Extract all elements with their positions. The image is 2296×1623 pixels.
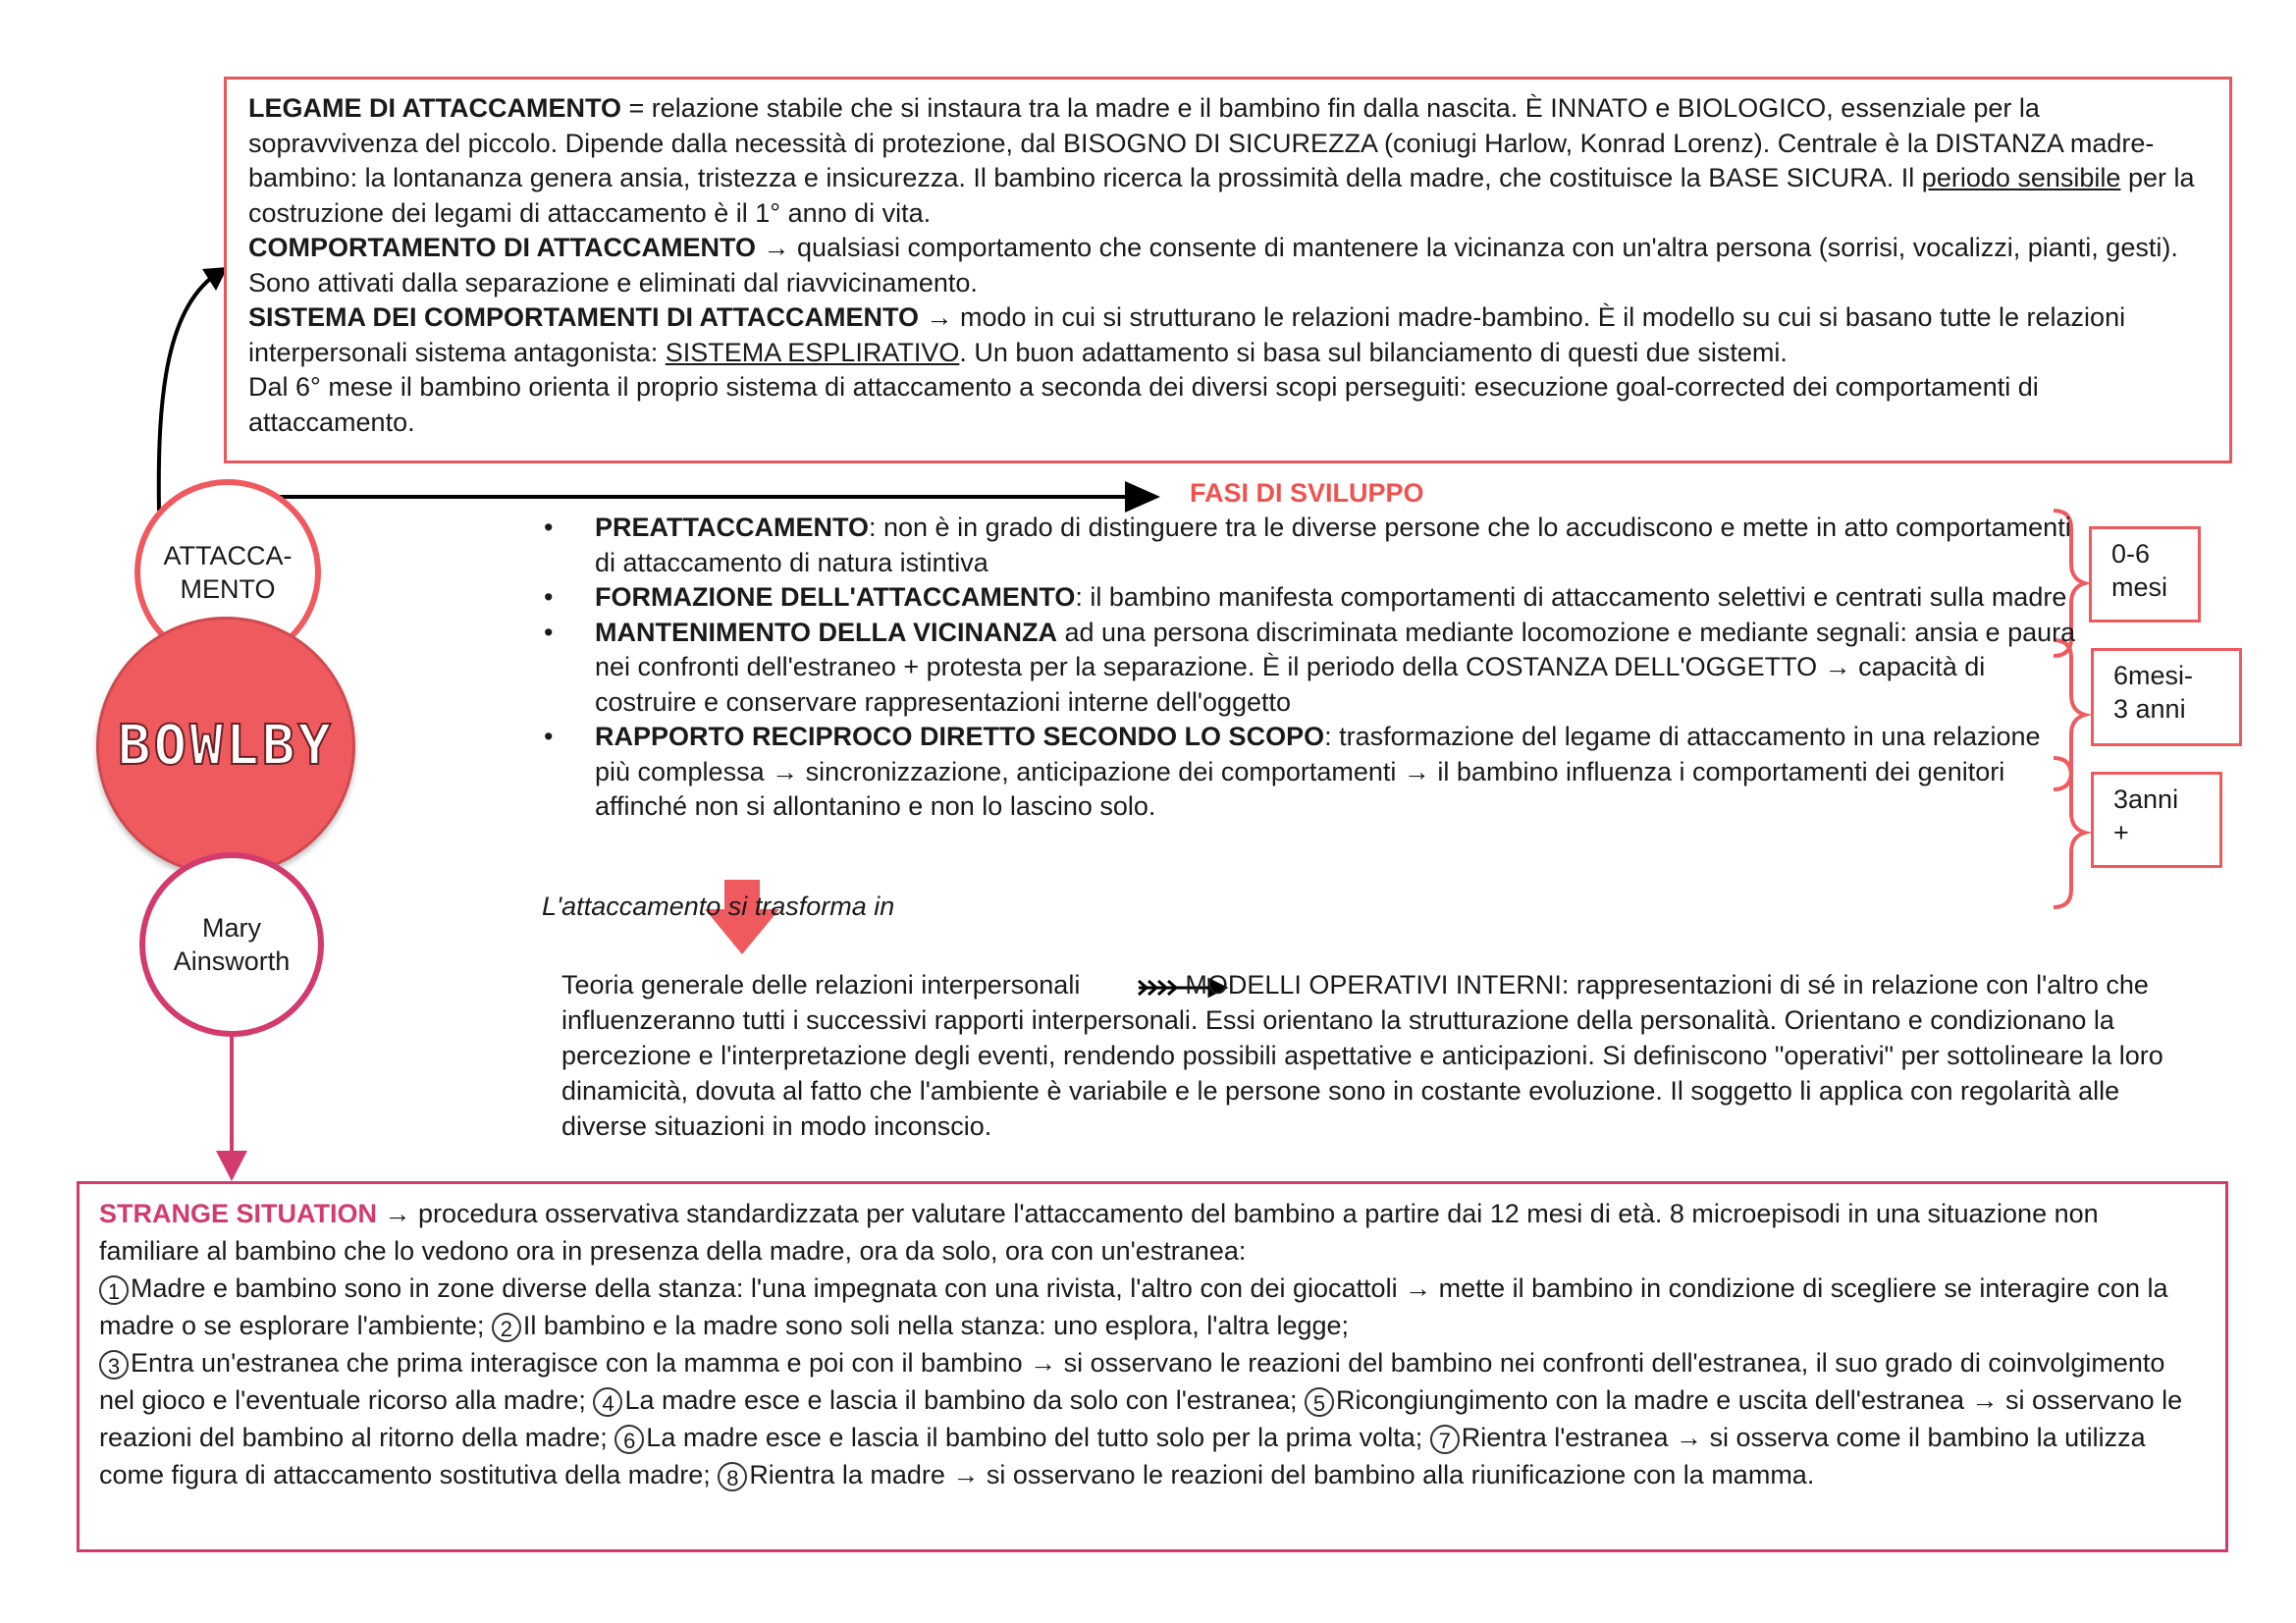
phase-title: MANTENIMENTO DELLA VICINANZA — [595, 617, 1057, 647]
phase-text: : trasformazione del legame di attaccamento in una relazione più complessa → sincronizzazione, anticipazione dei comportamenti → il bambino influenza i comportamenti dei genitori affinché non si allontanino e non lo lascino solo. — [595, 722, 2041, 821]
sistema-esplirativo: SISTEMA ESPLIRATIVO — [665, 337, 960, 367]
phase-title: RAPPORTO RECIPROCO DIRETTO SECONDO LO SCOPO — [595, 722, 1325, 751]
step-number: 4 — [593, 1387, 622, 1417]
modelli-body: MODELLI OPERATIVI INTERNI: rappresentazioni di sé in relazione con l'altro che influenzeranno tutti i successivi rapporti interpersonali. Essi orientano la strutturazione della personalità. Orientano e condizionano la percezione e l'interpretazione degli eventi, rendendo possibili aspettative e anticipazioni. Si definiscono "operativi" per sottolineare la loro dinamicità, dovuta al fatto che l'ambiente è variabile e le persone sono in costante evoluzione. Il soggetto li applica con regolarità alle diverse situazioni in modo inconscio. — [561, 970, 2163, 1141]
phase-item: • MANTENIMENTO DELLA VICINANZA ad una persona discriminata mediante locomozione e mediante segnali: ansia e paura nei confronti dell'estraneo + protesta per la separazione. È il periodo della COSTANZA DELL'OGGETTO → capacità di costruire e conservare rappresentazioni interne dell'oggetto — [544, 617, 2076, 717]
step-text: La madre esce e lascia il bambino del tutto solo per la prima volta; — [646, 1423, 1430, 1452]
attaccamento-label: ATTACCA- MENTO — [163, 541, 293, 604]
step-text: Ricongiungimento con la madre e uscita dell'estranea → si osservano le reazioni del bambino al ritorno della madre; — [99, 1385, 2183, 1452]
step-number: 8 — [718, 1462, 747, 1491]
trasforma-label: L'attaccamento si trasforma in — [542, 892, 895, 921]
phase-text: ad una persona discriminata mediante locomozione e mediante segnali: ansia e paura nei confronti dell'estraneo + protesta per la separazione. È il periodo della COSTANZA DELL'OGGETTO → capacità di costruire e conservare rappresentazioni interne dell'oggetto — [595, 617, 2076, 717]
arrow-to-top-box — [159, 271, 221, 511]
modelli-intro: Teoria generale delle relazioni interpersonali — [561, 970, 1088, 1000]
phase-item: • PREATTACCAMENTO: non è in grado di distinguere tra le diverse persone che lo accudiscono e mette in atto comportamenti di attaccamento di natura istintiva — [544, 513, 2071, 577]
comportamento-text: → qualsiasi comportamento che consente di mantenere la vicinanza con un'altra persona (sorrisi, vocalizzi, pianti, gesti). Sono attivati dalla separazione e eliminati dal riavvicinamento. — [248, 233, 2178, 298]
phase-text: : non è in grado di distinguere tra le diverse persone che lo accudiscono e mette in atto comportamenti di attaccamento di natura istintiva — [595, 513, 2071, 577]
sistema-title: SISTEMA DEI COMPORTAMENTI DI ATTACCAMENTO — [248, 302, 919, 332]
arrowhead-strange — [216, 1151, 247, 1181]
sistema-text-end: . Un buon adattamento si basa sul bilanciamento di questi due sistemi. — [959, 337, 1788, 367]
bowlby-label: BOWLBY — [117, 714, 335, 778]
strange-situation-box — [77, 1181, 2228, 1552]
phase-text: : il bambino manifesta comportamenti di attaccamento selettivi e centrati sulla madre — [1075, 582, 2067, 612]
legame-text: = relazione stabile che si instaura tra la madre e il bambino fin dalla nascita. È INNATO e BIOLOGICO, essenziale per la sopravvivenza del piccolo. Dipende dalla necessità di protezione, dal BISOGNO DI SICUREZZA (coniugi Harlow, Konrad Lorenz). Centrale è la DISTANZA madre-bambino: la lontananza genera ansia, tristezza e insicurezza. Il bambino ricerca la prossimità della madre, che costituisce la BASE SICURA. Il — [248, 93, 2155, 192]
phases-list — [536, 511, 2077, 825]
step-number: 6 — [614, 1425, 644, 1454]
step-text: Rientra la madre → si osservano le reazioni del bambino alla riunificazione con la mamma. — [749, 1460, 1815, 1489]
step-text: Madre e bambino sono in zone diverse della stanza: l'una impegnata con una rivista, l'altro con dei giocattoli → mette il bambino in condizione di scegliere se interagire con la madre o se esplorare l'ambiente; — [99, 1273, 2168, 1340]
step-number: 2 — [492, 1313, 521, 1342]
phase-item: • RAPPORTO RECIPROCO DIRETTO SECONDO LO SCOPO: trasformazione del legame di attaccamento in una relazione più complessa → sincronizzazione, anticipazione dei comportamenti → il bambino influenza i comportamenti dei genitori affinché non si allontanino e non lo lascino solo. — [544, 722, 2041, 821]
periodo-sensibile: periodo sensibile — [1921, 163, 2121, 192]
step-number: 1 — [99, 1275, 129, 1305]
bowlby-circle — [96, 617, 355, 876]
fasi-title: FASI DI SVILUPPO — [1190, 478, 1424, 508]
step-text: Entra un'estranea che prima interagisce con la mamma e poi con il bambino → si osservano le reazioni del bambino nei confronti dell'estranea, il suo grado di coinvolgimento nel gioco e l'eventuale ricorso alla madre; — [99, 1348, 2165, 1415]
arrowhead-fasi — [1125, 481, 1160, 513]
age-box-3plus: 3anni + — [2091, 772, 2222, 868]
strange-title: STRANGE SITUATION — [99, 1199, 377, 1228]
legame-text-end: per la costruzione dei legami di attaccamento è il 1° anno di vita. — [248, 163, 2195, 228]
modelli-operativi-text — [561, 967, 2211, 1144]
step-text: Rientra l'estranea → si osserva come il bambino la utilizza come figura di attaccamento sostitutiva della madre; — [99, 1423, 2146, 1489]
mary-label: Mary Ainsworth — [173, 913, 291, 976]
step-text: La madre esce e lascia il bambino da solo con l'estranea; — [624, 1385, 1305, 1415]
step-number: 7 — [1430, 1425, 1460, 1454]
step-text: Il bambino e la madre sono soli nella stanza: uno esplora, l'altra legge; — [522, 1311, 1350, 1340]
strange-intro: → procedura osservativa standardizzata per valutare l'attaccamento del bambino a partire dai 12 mesi di età. 8 microepisodi in una situazione non familiare al bambino che lo vedono ora in presenza della madre, ora da solo, ora con un'estranea: — [99, 1199, 2099, 1266]
step-number: 5 — [1305, 1387, 1334, 1417]
comportamento-title: COMPORTAMENTO DI ATTACCAMENTO — [248, 233, 756, 262]
step-number: 3 — [99, 1350, 129, 1380]
age-box-0-6: 0-6 mesi — [2089, 526, 2201, 622]
mary-ainsworth-circle — [139, 852, 324, 1037]
attaccamento-definition-box — [224, 77, 2232, 463]
age-box-6-36: 6mesi- 3 anni — [2091, 648, 2242, 746]
phase-item: • FORMAZIONE DELL'ATTACCAMENTO: il bambino manifesta comportamenti di attaccamento selettivi e centrati sulla madre — [544, 582, 2067, 612]
phase-title: PREATTACCAMENTO — [595, 513, 869, 542]
phase-title: FORMAZIONE DELL'ATTACCAMENTO — [595, 582, 1076, 612]
sesto-mese-text: Dal 6° mese il bambino orienta il proprio sistema di attaccamento a seconda dei diversi scopi perseguiti: esecuzione goal-corrected dei comportamenti di attaccamento. — [248, 372, 2039, 437]
legame-title: LEGAME DI ATTACCAMENTO — [248, 93, 621, 123]
sistema-text: → modo in cui si strutturano le relazioni madre-bambino. È il modello su cui si basano tutte le relazioni interpersonali sistema antagonista: — [248, 302, 2126, 367]
